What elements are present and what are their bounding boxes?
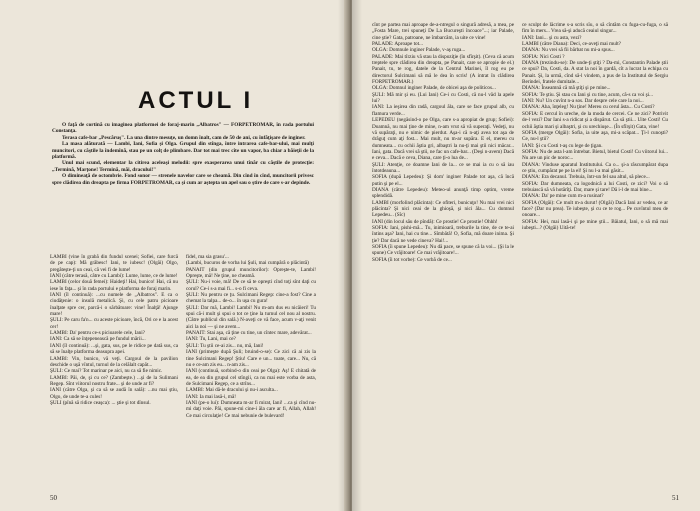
dialogue-line: OLGA: Domnul inginer Palade, de obicei aşa de politicos... [372, 85, 496, 92]
dialogue-line: DIANA: Aha, înţeleg! Nu ţine! Mereu cu cerul ăsta... Cu Costi? [522, 104, 655, 111]
dialogue-line: ŞULI: Mă mir şi eu. (Lui Iani) Ce-i cu Costi, că nu-l văd la apele lui? [372, 91, 514, 105]
right-page [352, 0, 700, 511]
dialogue-line: IANI (către terasă, către cu Lambi): Lume, lume, ce de lume! [50, 273, 178, 280]
dialogue-line: IANI (pe-o lui): Dumneata m-ar fi mirat, Iani! ...ca şi cînd nu-mi daţi voie. Păi, spune-mi cine-i ăla care ar fi, Allah, Allah! Ce mai circulaţie! Ce mai nebunie de bulevard! [186, 399, 316, 419]
dialogue-line: fidel, ma sia grasu'... [186, 254, 229, 260]
dialogue-line: ŞULI: Dar mă, Lambi! Lambi! Nu m-am dus eu nicăieri! Tu spui că-i mult şi spui o tot ce ţine la turnul cel nou al nostru. (Către publicul din sală.) N-aveţi ce vă face, acum v-aţi venit aici la noi — şi ne avem... [186, 304, 316, 330]
act-heading: ACTUL I [138, 87, 254, 114]
right-page-shadow [352, 0, 362, 511]
dialogue-line: IANI: Iani... şi cu asta, vezi? [522, 34, 582, 41]
dialogue-line: OLGA: Domnule inginer Palade, v-aş ruga... [372, 47, 466, 54]
page-number-right: 51 [672, 494, 679, 502]
dialogue-line: ŞULI: Pe caru fa'n... cu aceste picioare, încă, Ori ce e la acest cer! [50, 317, 178, 330]
dialogue-line: IANI: Şi cu Costi t-aş cu lege de ţigan. [522, 142, 603, 149]
dialogue-line: LAMBI (celor două femei): Haideţi! Hai, bunico! Hai, că nu iese în faţa... şi în rada portului e platforma de foraj marin. [50, 279, 178, 292]
dialogue-line: DIANA: Înseamnă că mă ştiţi şi pe mine... [522, 85, 611, 92]
dialogue-line: SOFIA (îi spune Lepedeu): Nu dă pace, se spune că la voi... (Şi la le spune) Ce vrăjitoare! Ce mai vrăjitoare!... [372, 244, 514, 257]
dialogue-line: DIANA: Era decanul. Trebuia, într-un fel sau altul, să plece... [522, 174, 650, 181]
dialogue-line: SOFIA: Te ştiu. Şi stau cu Iani şi cu tine, acum, că-s ca voi şi... [522, 91, 653, 98]
dialogue-line: ŞULI: Ce mai? Tot marinar pe aici, nu ca să fie nimic. [50, 368, 163, 375]
dialogue-line: ŞULI: Nu pentru ce ţu. Sulcimani Regep: cine-a fost? Cine a chemat la talpa... de-o... în uşa cu gura! [186, 292, 316, 305]
dialogue-line: SOFIA (după Lepedeu): Şi dom' inginer Palade tot aşa, că încă putin şi pe el... [372, 174, 514, 187]
dialogue-line: SOFIA (Olgăi): Ce mult m-a durut! (Olgăi) Dacă Iani ar vedea, ce ar face? (Dar nu prea). Te iubeşte, şi cu ce te rog... Pe cuvîntul meu de onoare... [522, 199, 668, 219]
dialogue-line: SOFIA: Nu de asta l-am întrebat. Bietul, bietul Costi! Cu viitorul lui... Nu are un pic de noroc... [522, 148, 668, 162]
act-intro [52, 122, 314, 186]
intro-paragraph: Terasa cafe-bar „Pescăruş". La una dintre mesuţe, un domn înalt, cam de 50 de ani, cu înfăţişare de inginer. [62, 134, 306, 141]
dialogue-line: ŞULI (pînă să ridice ceaşca): ... ştie şi tot dînsul. [50, 399, 151, 406]
dialogue-line: IANI (către Olga, şi ca să se audă în sală): ...nu mai ştiu, Olgo, de unde te-a cules! [50, 387, 178, 400]
dialogue-line: ŞULI: Tu ştii ce-ai zis... nu, mă, Iani! [186, 342, 264, 349]
dialogue-line: PALADE: Mai tîrziu vă stau la dispoziţie (în sfîrşit). (Ceva că acum treptele spre clădirea din dreapta, pe Panait, care se apropie de el.) Panait, tu, te rog, datele de la Centrul Marinei, îl rog eu pe directorul Sulcimani să mă le dea în scris! (A intrat în clădirea FORPETROMAR.) [372, 53, 514, 86]
dialogue-line: LEPEDEU (negăsind-o pe Olga, care s-a apropiat de grup; Sofiei): Doamnă, nu mai ţine de mine, n-am vrut să vă superaţi. Vedeţi, nu vă supăraţi, nu e nimic de pierdut. Aşa-i că n-aţi avea tot aşa de drăguţ cum aţi fost... Mai mult, nu m-ar supăra. E el, mereu cu dumneata... cu ochii ăştia gri, albaştri la nu-ţi mai ştii nici măcar... Iani, gata. Dacă vrei să ştii, ne fac un cafe-bar... (Deşi n-avem) Dacă e ceva... Dacă e ceva, Diana, care ţi-o lua de... [372, 117, 514, 162]
dialogue-line: LAMBI: Da' pentru ce-s picioarele cele, Iani? [50, 330, 145, 337]
dialogue-line: IANI: Ca să se înţepenească pe fundul mării... [50, 336, 146, 343]
dialogue-line: IANI (îl continuă): ...cu numele de „Albatros". E ca o ciudăţenie: o insulă metalică. Şi, cu cele patru picioare înalţate spre cer, parcă-i o sărbătoare: vine! Înalţă! Ajunge mare! [50, 292, 178, 318]
dialogue-line: SOFIA: Dar dumneata, ca logodnică a lui Costi, ce zici? Voi o să trebuiască să vă hotărîţi. Dar, mare şi tare! Dă i-l de mai bine... [522, 180, 668, 193]
dialogue-line: SOFIA (merge Olgăi): Sofia, ia uite aşa, mi-a scăpat... Ţi-l cunoşti? Ce, nu-l ştii? [522, 129, 668, 143]
dialogue-line: (Lambi, bucuros de vorba lui Şuli, mai cumpără o plăcintă) [186, 260, 309, 267]
intro-paragraph: O faţă de cortină cu imaginea platformei de foraj-marin „Albatros" — FORPETROMAR, în rada portului Constanţa. [52, 122, 314, 135]
dialogue-line: LAMBI (vine în grabă din fundul scenei; Sofiei, care furcă de pe cap): Mă grăbesc! Iani, te iubesc! (Olgăi) Olgo, pregăteşte-ţi un ceai, că vei fi de lume! [50, 254, 178, 273]
dialogue-line: ce sculpt de lăcrime s-a scris sîu, o să cîntăm cu fuga-cu-fuga, o să fim în mers... Vrea să-şi aducă ceaiul singur... [522, 22, 668, 35]
dialogue-line: PALADE: Aproape tot... [372, 41, 423, 48]
dialogue-line: IANI: Tu, Lani, mai ce? [186, 336, 236, 343]
dialogue-line: DIANA (către Lepedeu): Meteo-ul anunţă timp optim, vreme splendidă. [372, 186, 514, 200]
dialogue-line: IANI: Ia mai lasă-i, mă! [186, 393, 236, 400]
dialogue-line: DIANA: Nu vrei să fii bărbat nu mi-a spus... [522, 47, 615, 54]
dialogue-line: LAMBI (către Diana): Deci, ce-aveţi mai mult? [522, 41, 621, 48]
dialogue-line: SOFIA: Hei, mai lasă-i şi pe mine ştii... Băiatul, Iani, o să mă mai iubeşti...? (Olgăi) Uită-te! [522, 218, 668, 231]
left-column-1 [50, 254, 178, 406]
dialogue-line: PANAIT (din grupul muncitorilor): Opreşte-te, Lambi! Opreşte, mă! Ne ţine, ne cheamă. [186, 266, 316, 280]
dialogue-line: IANI (din locul său de pîndă): Ce prostie! Ce prostie! Ohhh! [372, 218, 498, 225]
right-column-2 [522, 22, 668, 231]
dialogue-line: IANI (continuă, sorbind-o din ceai pe Olga): Aş! E chitată de ea, de ea din grupul cel stîngii, ca nu mai este vorba de asta, de Sulcimani Regep, ce a strîns... [186, 368, 316, 387]
dialogue-line: SOFIA: E cercul în ureche, de la moda de cercei. Ce ne zici? Potrivit de-l vezi? Dar Iani s-a ridicat şi a dispărut. Ca să ştii... Uite Costi! Cu ochii ăştia mari şi albaştri, şi cu urechiuşe... (În sfîrşit) Gata, vine! [522, 110, 668, 130]
page-number-left: 50 [50, 494, 57, 502]
right-column-1 [372, 22, 514, 263]
intro-paragraph: O dimineaţă de octombrie. Fond sonor — strenele navelor care se cheamă. Din cînd în cînd, muncitorii privesc spre clădirea din dreapta pe firma FORPETROMAR, ca şi cum ar aştepta un apel sau o ştire de care s-ar depinde. [52, 173, 314, 186]
left-column-2 [186, 254, 316, 419]
dialogue-line: DIANA (trezindu-se): De unde-ţi ştiţi ? Da-mi, Constantin Palade ştii ce spui? Da, Costi, da. A stat la noi în gardă, cît a lucrat la echipa cu Panait. Şi, la urmă, cînd să-l vindem, a pus de la Institutul de Sergiu Berindei, fratele dumitale... [522, 60, 668, 86]
dialogue-line: LAMBI: Vin, bunico, vă veţi. Cargoul de la pavilion deschide o uşă vîntul, turnul de la celălalt capăt... [50, 355, 178, 368]
left-page [0, 0, 348, 511]
dialogue-line: SOFIA: Iani, pishi-mă... Tu, inimioară, treburile la tine, de ce te-ai întins aşa? Iani, hai cu tine... Sîmbătă! O, Sofia, mă doare inima. Şi ţie? Dar dacă ne vede cineva? Hai!... [372, 225, 514, 244]
dialogue-line: LAMBI: Păi, de, şi cu ce? (Zambeşte.) ...şi de la Sulimani Regep. Sînt viitorul nostru frate... şi de unde ar fi? [50, 374, 178, 387]
intro-paragraph: La masa alăturată — Lambi, Iani, Sofia şi Olga. Grupul din stînga, între intrarea cafe-bar-ului, mai mulţi muncitori, cu căştile la îndemînă, stau pe un colţ de plimbare. Dar tot mai trec cîte un vapor, ba chiar a băieţii de la platformă. [52, 141, 314, 161]
dialogue-line: PANAIT: Stai aşa, că ţine cu tine, un cîntec mare, adevărat... [186, 330, 312, 337]
dialogue-line: IANI: Nu? Un cuvînt n-a sos. Dar despre cele care la noi... [522, 98, 644, 105]
intro-paragraph: Unul mai scund, elementar la citirea aceleaşi melodii: spre exasperarea unui tînăr cu căştile de protecţie: „Termină, Marţone! Termină, măi, dracului!" [52, 160, 314, 173]
dialogue-line: ŞULI: Nu-i voie, mă! De ce să te opreşti cînd toţi sînt daţi cu corul? Ce-i s-a mai fi... s-o fi ceva. [186, 279, 316, 292]
dialogue-line: SOFIA (îi tot vorbe): Ce vorbă de ce... [372, 256, 452, 263]
dialogue-line: DIANA: Vinduse aparatul Institutului. Ca o... şi-a răscumpărat dupa ce ştiu, cumpărat pe pe la el! Şi nu l-a mai găsit... [522, 161, 668, 174]
dialogue-line: cînt pe partea mai aproape de-a-ntregul o singură adresă, a mea, pe „Fosta Mare, trei spuneţi De La Bucureşti încoace"...; iar Palade, cine ştie? Gata, patroane, ne îmbarcăm, ia uite ce vine! [372, 22, 514, 41]
dialogue-line: DIANA: Da' pe mine cum m-a rusinat? [522, 193, 604, 200]
dialogue-line: ŞULI: Atenţie, ce doamne Iani de la... ce se mai ia cu o să iau întotdeauna... [372, 161, 514, 174]
dialogue-line: SOFIA: Nici Costi ? [522, 53, 565, 60]
dialogue-line: IANI: La ieşirea din radă, cargoul ăla, care se face grupul alb, cu flamura verde... [372, 104, 514, 117]
dialogue-line: IANI (primeşte după Şuli; bruind-o-se): Ce zici că ai zis la tine Sulcimani Regep! Ştiu! Care e un... toate, care... Nu, că nu e ce-am zis eu... n-am zis... [186, 349, 316, 368]
dialogue-line: LAMBI: Mai dă-le dracului şi nu-i asculta... [186, 387, 278, 394]
dialogue-line: LAMBI (morfolind plăcinta): Ce ofiteri, bunicuţo! Nu mai vrei nici plăcinta? Şi nici ceai de la ghioşă, şi nici ăla... Cu domnul Lepedeu... (Sîc) [372, 199, 514, 219]
dialogue-line: IANI (îl continuă): ...şi, gata, sus, pe le ridice pe dată sus, ca să se înalţe platforma deasupra apei. [50, 342, 178, 356]
